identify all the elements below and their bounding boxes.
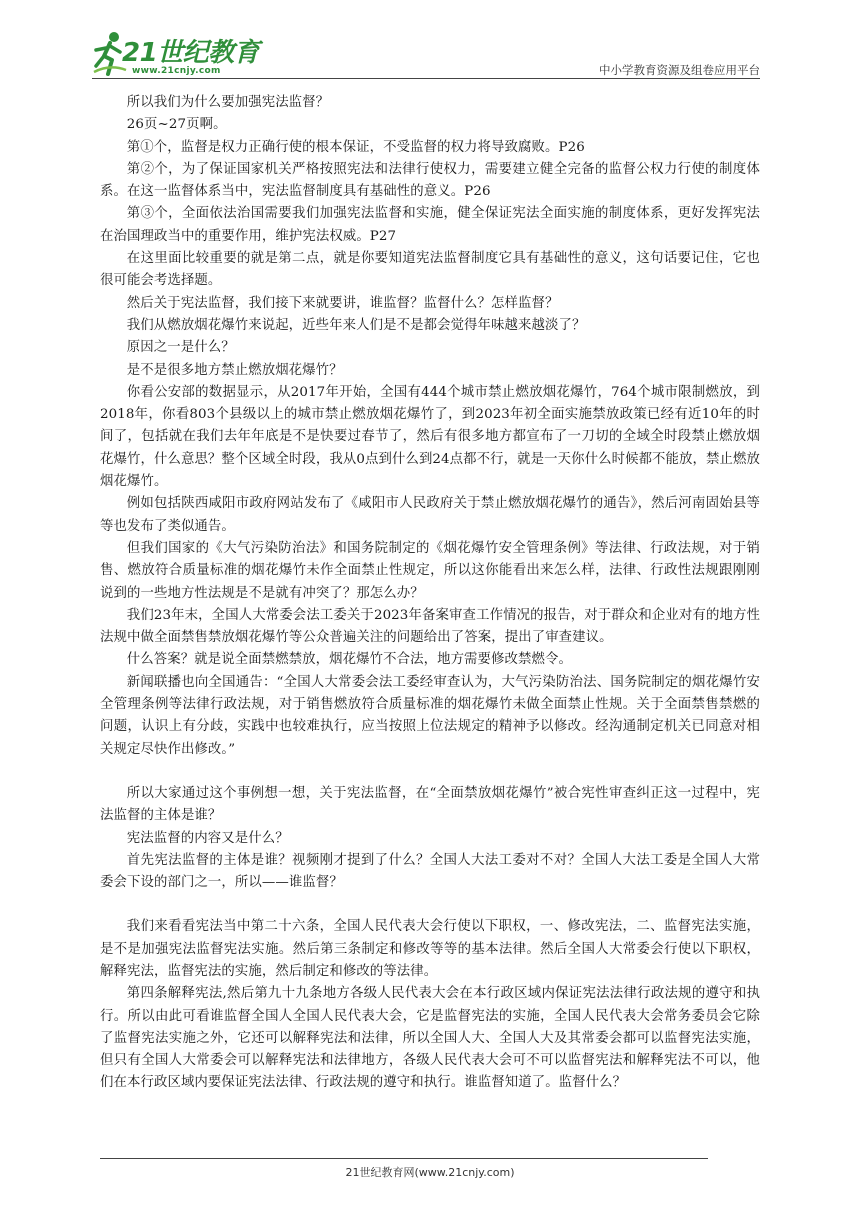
paragraph: 第②个，为了保证国家机关严格按照宪法和法律行使权力，需要建立健全完备的监督公权力行使的制度体系。在这一监督体系当中，宪法监督制度具有基础性的意义。P26: [100, 161, 760, 200]
paragraph: 例如包括陕西咸阳市政府网站发布了《咸阳市人民政府关于禁止燃放烟花爆竹的通告》，然后河南固始县等等也发布了类似通告。: [100, 496, 760, 534]
blank-line: [100, 761, 760, 783]
platform-title: 中小学教育资源及组卷应用平台: [599, 63, 760, 77]
paragraph: 第③个，全面依法治国需要我们加强宪法监督和实施，健全保证宪法全面实施的制度体系，更好发挥宪法在治国理政当中的重要作用，维护宪法权威。P27: [100, 206, 760, 244]
page-footer: 21世纪教育网(www.21cnjy.com): [345, 1166, 515, 1179]
paragraph: 首先宪法监督的主体是谁？视频刚才提到了什么？全国人大法工委对不对？全国人大法工委是全国人大常委会下设的部门之一，所以——谁监督？: [100, 852, 760, 891]
paragraph: 什么答案？就是说全面禁燃禁放，烟花爆竹不合法，地方需要修改禁燃令。: [126, 652, 572, 668]
logo-main-text: 21世纪教育: [122, 38, 260, 68]
paragraph: 原因之一是什么？: [126, 340, 235, 356]
paragraph: 然后关于宪法监督，我们接下来就要讲，谁监督？监督什么？怎样监督？: [126, 295, 559, 311]
paragraph: 第①个，监督是权力正确行使的根本保证，不受监督的权力将导致腐败。P26: [126, 139, 585, 155]
paragraph: 但我们国家的《大气污染防治法》和国务院制定的《烟花爆竹安全管理条例》等法律、行政法规，对于销售、燃放符合质量标准的烟花爆竹未作全面禁止性规定，所以这你能看出来怎么样，法律、行政性法规跟刚刚说到的一些地方性法规是不是就有冲突了？那怎么办？: [100, 540, 760, 601]
paragraph: 你看公安部的数据显示，从2017年开始，全国有444个城市禁止燃放烟花爆竹，764个城市限制燃放，到2018年，你看803个县级以上的城市禁止燃放烟花爆竹了，到2023年初全面实施禁放政策已经有近10年的时间了，包括就在我们去年年底是不是快要过春节了，然后有很多地方都宣布了一刀切的全域全时段禁止燃放烟花爆竹，什么意思？整个区域全时段，我从0点到什么到24点都不行，就是一天你什么时候都不能放，禁止燃放烟花爆竹。: [100, 384, 760, 490]
paragraph: 我们来看看宪法当中第二十六条，全国人民代表大会行使以下职权，一、修改宪法，二、监督宪法实施，是不是加强宪法监督宪法实施。然后第三条制定和修改等等的基本法律。然后全国人大常委会行使以下职权，解释宪法，监督宪法的实施，然后制定和修改的等法律。: [100, 919, 760, 979]
logo: [92, 30, 292, 82]
logo-url-text: www.21cnjy.com: [132, 66, 221, 76]
document-body: [100, 92, 760, 1095]
blank-line: [100, 894, 760, 916]
paragraph: 新闻联播也向全国通告：“全国人大常委会法工委经审查认为，大气污染防治法、国务院制定的烟花爆竹安全管理条例等法律行政法规，对于销售燃放符合质量标准的烟花爆竹未做全面禁止性规。关于全面禁售禁燃的问题，认识上有分歧，实践中也较难执行，应当按照上位法规定的精神予以修改。经沟通制定机关已同意对相关规定尽快作出修改。”: [100, 674, 760, 757]
paragraph: 所以大家通过这个事例想一想，关于宪法监督，在“全面禁放烟花爆竹”被合宪性审查纠正这一过程中，宪法监督的主体是谁？: [100, 785, 760, 824]
paragraph: 26页~27页啊。: [126, 117, 227, 133]
paragraph: 我们从燃放烟花爆竹来说起，近些年来人们是不是都会觉得年味越来越淡了？: [126, 317, 586, 333]
paragraph: 第四条解释宪法,然后第九十九条地方各级人民代表大会在本行政区域内保证宪法法律行政法规的遵守和执行。所以由此可看谁监督全国人全国人民代表大会，它是监督宪法的实施，全国人民代表大会常务委员会它除了监督宪法实施之外，它还可以解释宪法和法律，所以全国人大、全国人大及其常委会都可以监督宪法实施，但只有全国人大常委会可以解释宪法和法律地方，各级人民代表大会可不可以监督宪法和解释宪法不可以，他们在本行政区域内要保证宪法法律、行政法规的遵守和执行。谁监督知道了。监督什么？: [100, 986, 760, 1091]
page-header: [92, 30, 760, 82]
paragraph: 是不是很多地方禁止燃放烟花爆竹？: [126, 362, 343, 378]
paragraph: 宪法监督的内容又是什么？: [126, 830, 289, 846]
paragraph: 所以我们为什么要加强宪法监督？: [126, 95, 330, 110]
paragraph: 我们23年末，全国人大常委会法工委关于2023年备案审查工作情况的报告，对于群众和企业对有的地方性法规中做全面禁售禁放烟花爆竹等公众普遍关注的问题给出了答案，提出了审查建议。: [100, 607, 760, 646]
footer-divider: [100, 1158, 708, 1159]
paragraph: 在这里面比较重要的就是第二点，就是你要知道宪法监督制度它具有基础性的意义，这句话要记住，它也很可能会考选择题。: [100, 251, 760, 289]
header-divider: [92, 78, 760, 79]
